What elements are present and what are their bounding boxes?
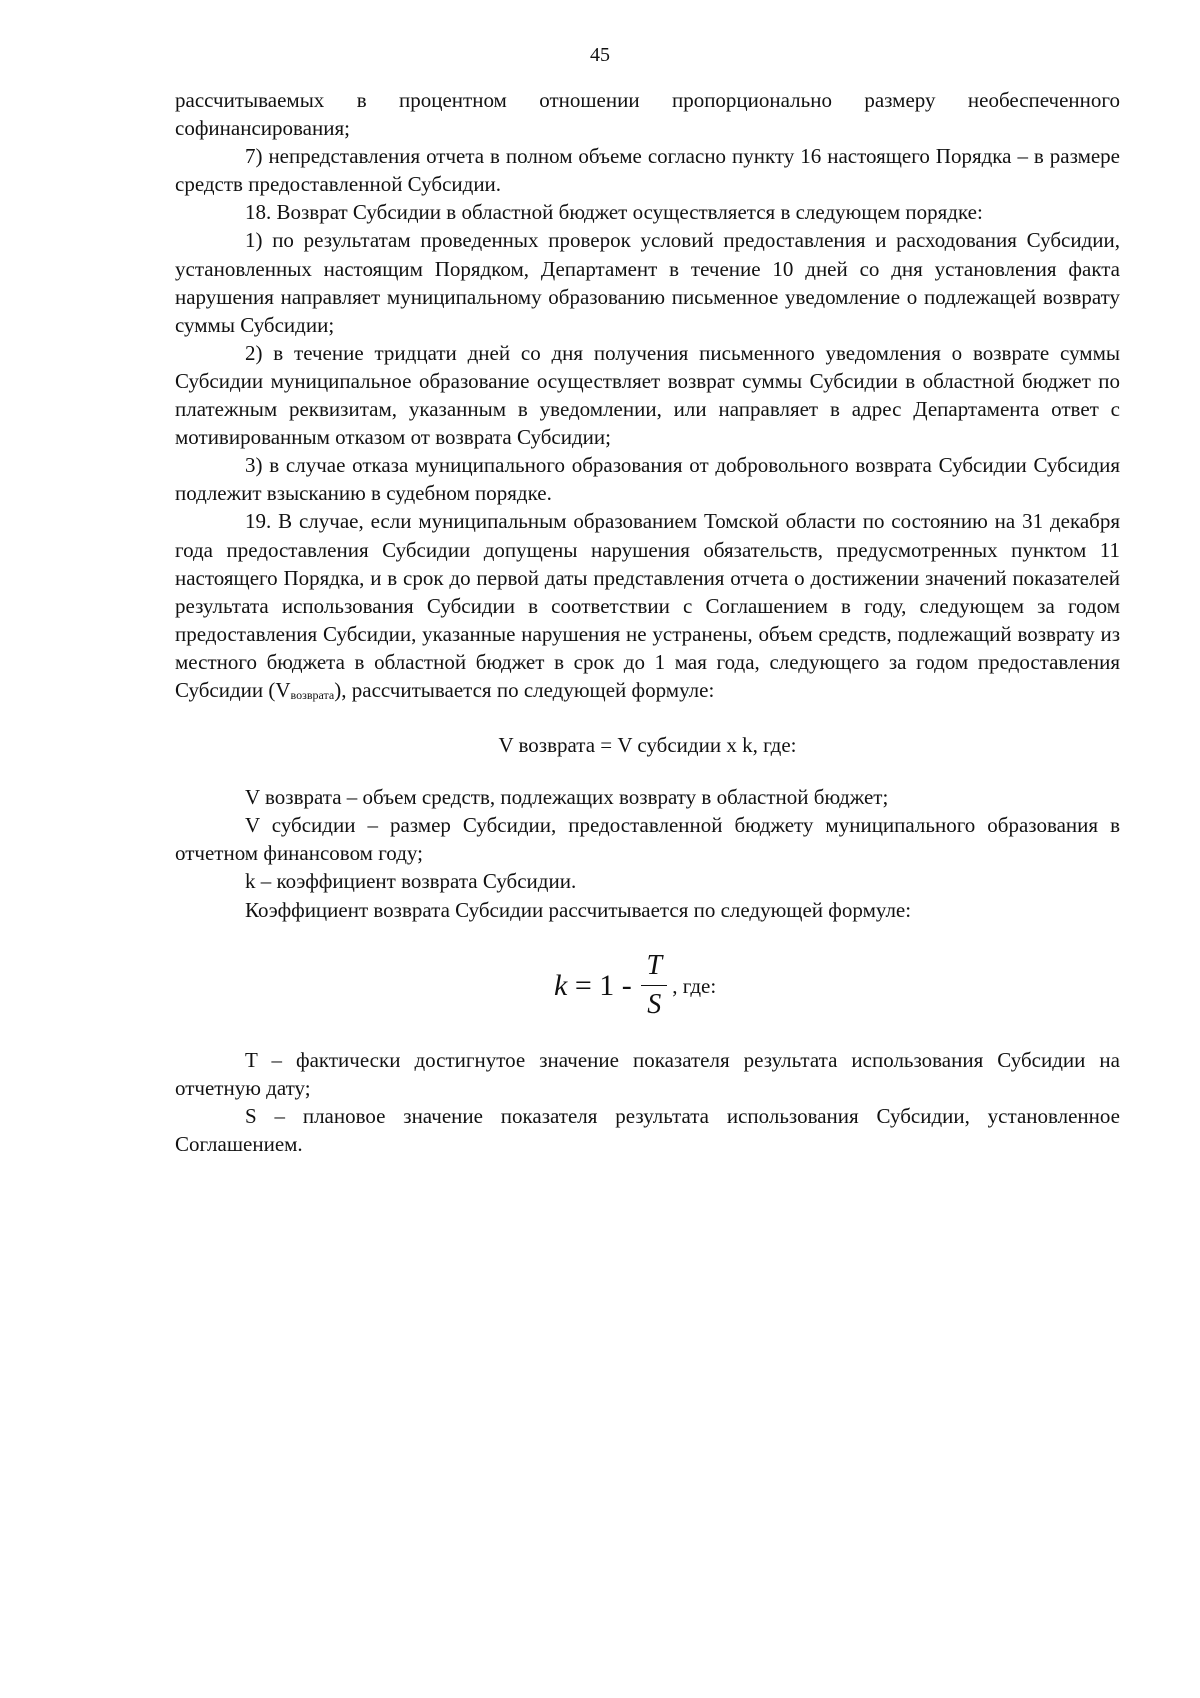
formula-return-volume: V возврата = V субсидии x k, где:: [498, 733, 797, 758]
formula-k: k: [554, 968, 568, 1002]
fraction-t-over-s: [641, 949, 667, 1022]
paragraph-19-tail: ), рассчитывается по следующей формуле:: [334, 677, 715, 702]
fraction-denominator: S: [647, 989, 662, 1021]
definition-k: k – коэффициент возврата Субсидии.: [245, 869, 577, 894]
paragraph-19: [175, 507, 1120, 709]
formula-coefficient-expression: [554, 946, 716, 1026]
document-body: [175, 86, 1120, 1158]
page-number: 45: [590, 44, 610, 66]
fraction-numerator: T: [646, 950, 663, 982]
coefficient-intro: Коэффициент возврата Субсидии рассчитывается по следующей формуле:: [245, 897, 912, 922]
paragraph-cofinancing: рассчитываемых в процентном отношении пропорционально размеру необеспеченного софинансирования;: [175, 88, 1120, 141]
definition-s: S – плановое значение показателя результата использования Субсидии, установленное Соглашением.: [175, 1103, 1120, 1156]
v-return-subscript: возврата: [290, 687, 335, 702]
paragraph-item-7: 7) непредставления отчета в полном объеме согласно пункту 16 настоящего Порядка – в размере средств предоставленной Субсидии.: [175, 144, 1120, 197]
paragraph-18: 18. Возврат Субсидии в областной бюджет осуществляется в следующем порядке:: [245, 200, 983, 225]
formula-suffix: , где:: [672, 973, 717, 998]
definition-v-subsidy: V субсидии – размер Субсидии, предоставленной бюджету муниципального образования в отчетном финансовом году;: [175, 813, 1120, 866]
definition-v-return: V возврата – объем средств, подлежащих возврату в областной бюджет;: [245, 785, 889, 810]
paragraph-18-item-2: 2) в течение тридцати дней со дня получения письменного уведомления о возврате суммы Субсидии муниципальное образование осуществляет возврат суммы Субсидии в областной бюджет по платежным реквизитам, указанным в уведомлении, или направляет в адрес Департамента ответ с мотивированным отказом от возврата Субсидии;: [175, 340, 1120, 450]
paragraph-19-main: 19. В случае, если муниципальным образованием Томской области по состоянию на 31 декабря года предоставления Субсидии допущены нарушения обязательств, предусмотренных пунктом 11 настоящего Порядка, и в срок до первой даты представления отчета о достижении значений показателей результата использования Субсидии в соответствии с Соглашением в году, следующем за годом предоставления Субсидии, указанные нарушения не устранены, объем средств, подлежащий возврату из местного бюджета в областной бюджет в срок до 1 мая года, следующего за годом предоставления Субсидии (V: [175, 509, 1120, 702]
formula-coefficient: [175, 934, 1120, 1034]
formula-equals-one-minus: = 1 -: [567, 968, 640, 1002]
definition-t: T – фактически достигнутое значение показателя результата использования Субсидии на отчетную дату;: [175, 1047, 1120, 1100]
paragraph-18-item-1: 1) по результатам проведенных проверок условий предоставления и расходования Субсидии, установленных настоящим Порядком, Департамент в течение 10 дней со дня установления факта нарушения направляет муниципальному образованию письменное уведомление о подлежащей возврату суммы Субсидии;: [175, 228, 1120, 337]
paragraph-18-item-3: 3) в случае отказа муниципального образования от добровольного возврата Субсидии Субсидия подлежит взысканию в судебном порядке.: [175, 453, 1120, 506]
fraction-bar: [641, 985, 667, 986]
